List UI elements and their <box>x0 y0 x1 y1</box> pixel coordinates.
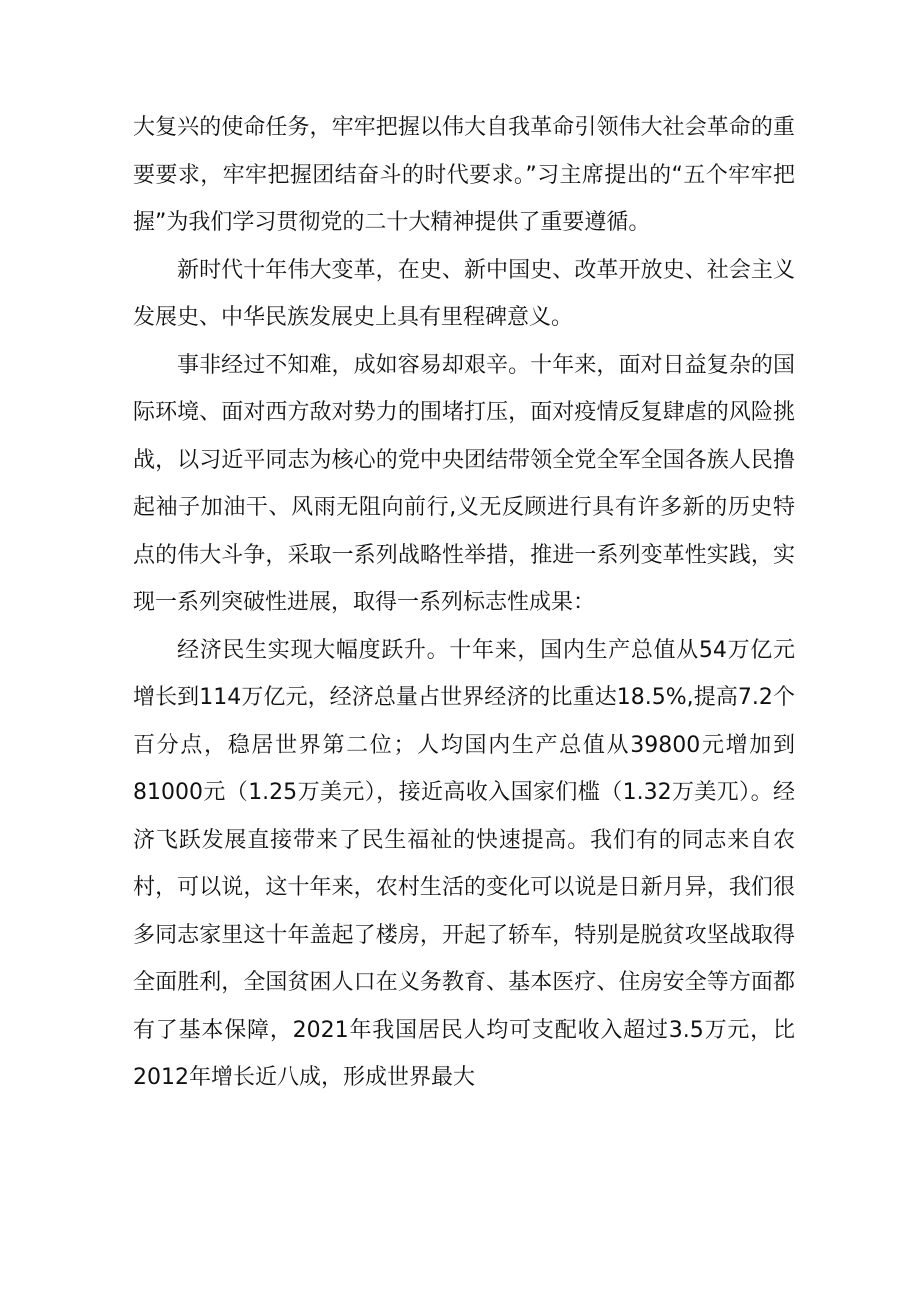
paragraph-economy: 经济民生实现大幅度跃升。十年来，国内生产总值从54万亿元增长到114万亿元，经济总量占世界经济的比重达18.5%,提高7.2个百分点，稳居世界第二位；人均国内生产总值从39800元增加到81000元（1.25万美元），接近高收入国家们槛（1.32万美兀）。经济飞跃发展直接带来了民生福祉的快速提高。我们有的同志来自农村，可以说，这十年来，农村生活的变化可以说是日新月异，我们很多同志家里这十年盖起了楼房，开起了轿车，特别是脱贫攻坚战取得全面胜利，全国贫困人口在义务教育、基本医疗、住房安全等方面都有了基本保障，2021年我国居民人均可支配收入超过3.5万元，比2012年增长近八成，形成世界最大 <box>133 637 795 1090</box>
paragraph-new-era: 新时代十年伟大变革，在史、新中国史、改革开放史、社会主义发展史、中华民族发展史上具有里程碑意义。 <box>133 257 795 330</box>
paragraph-ten-years: 事非经过不知难，成如容易却艰辛。十年来，面对日益复杂的国际环境、面对西方敌对势力的围堵打压，面对疫情反复肆虐的风险挑战，以习近平同志为核心的党中央团结带领全党全军全国各族人民撸起袖子加油干、风雨无阻向前行,义无反顾进行具有许多新的历史特点的伟大斗争，采取一系列战略性举措，推进一系列变革性实践，实现一系列突破性进展，取得一系列标志性成果： <box>133 352 795 615</box>
document-page <box>133 104 795 1102</box>
paragraph-continuation: 大复兴的使命任务，牢牢把握以伟大自我革命引领伟大社会革命的重要要求，牢牢把握团结奋斗的时代要求。”习主席提出的“五个牢牢把握”为我们学习贯彻党的二十大精神提供了重要遵循。 <box>133 115 795 235</box>
